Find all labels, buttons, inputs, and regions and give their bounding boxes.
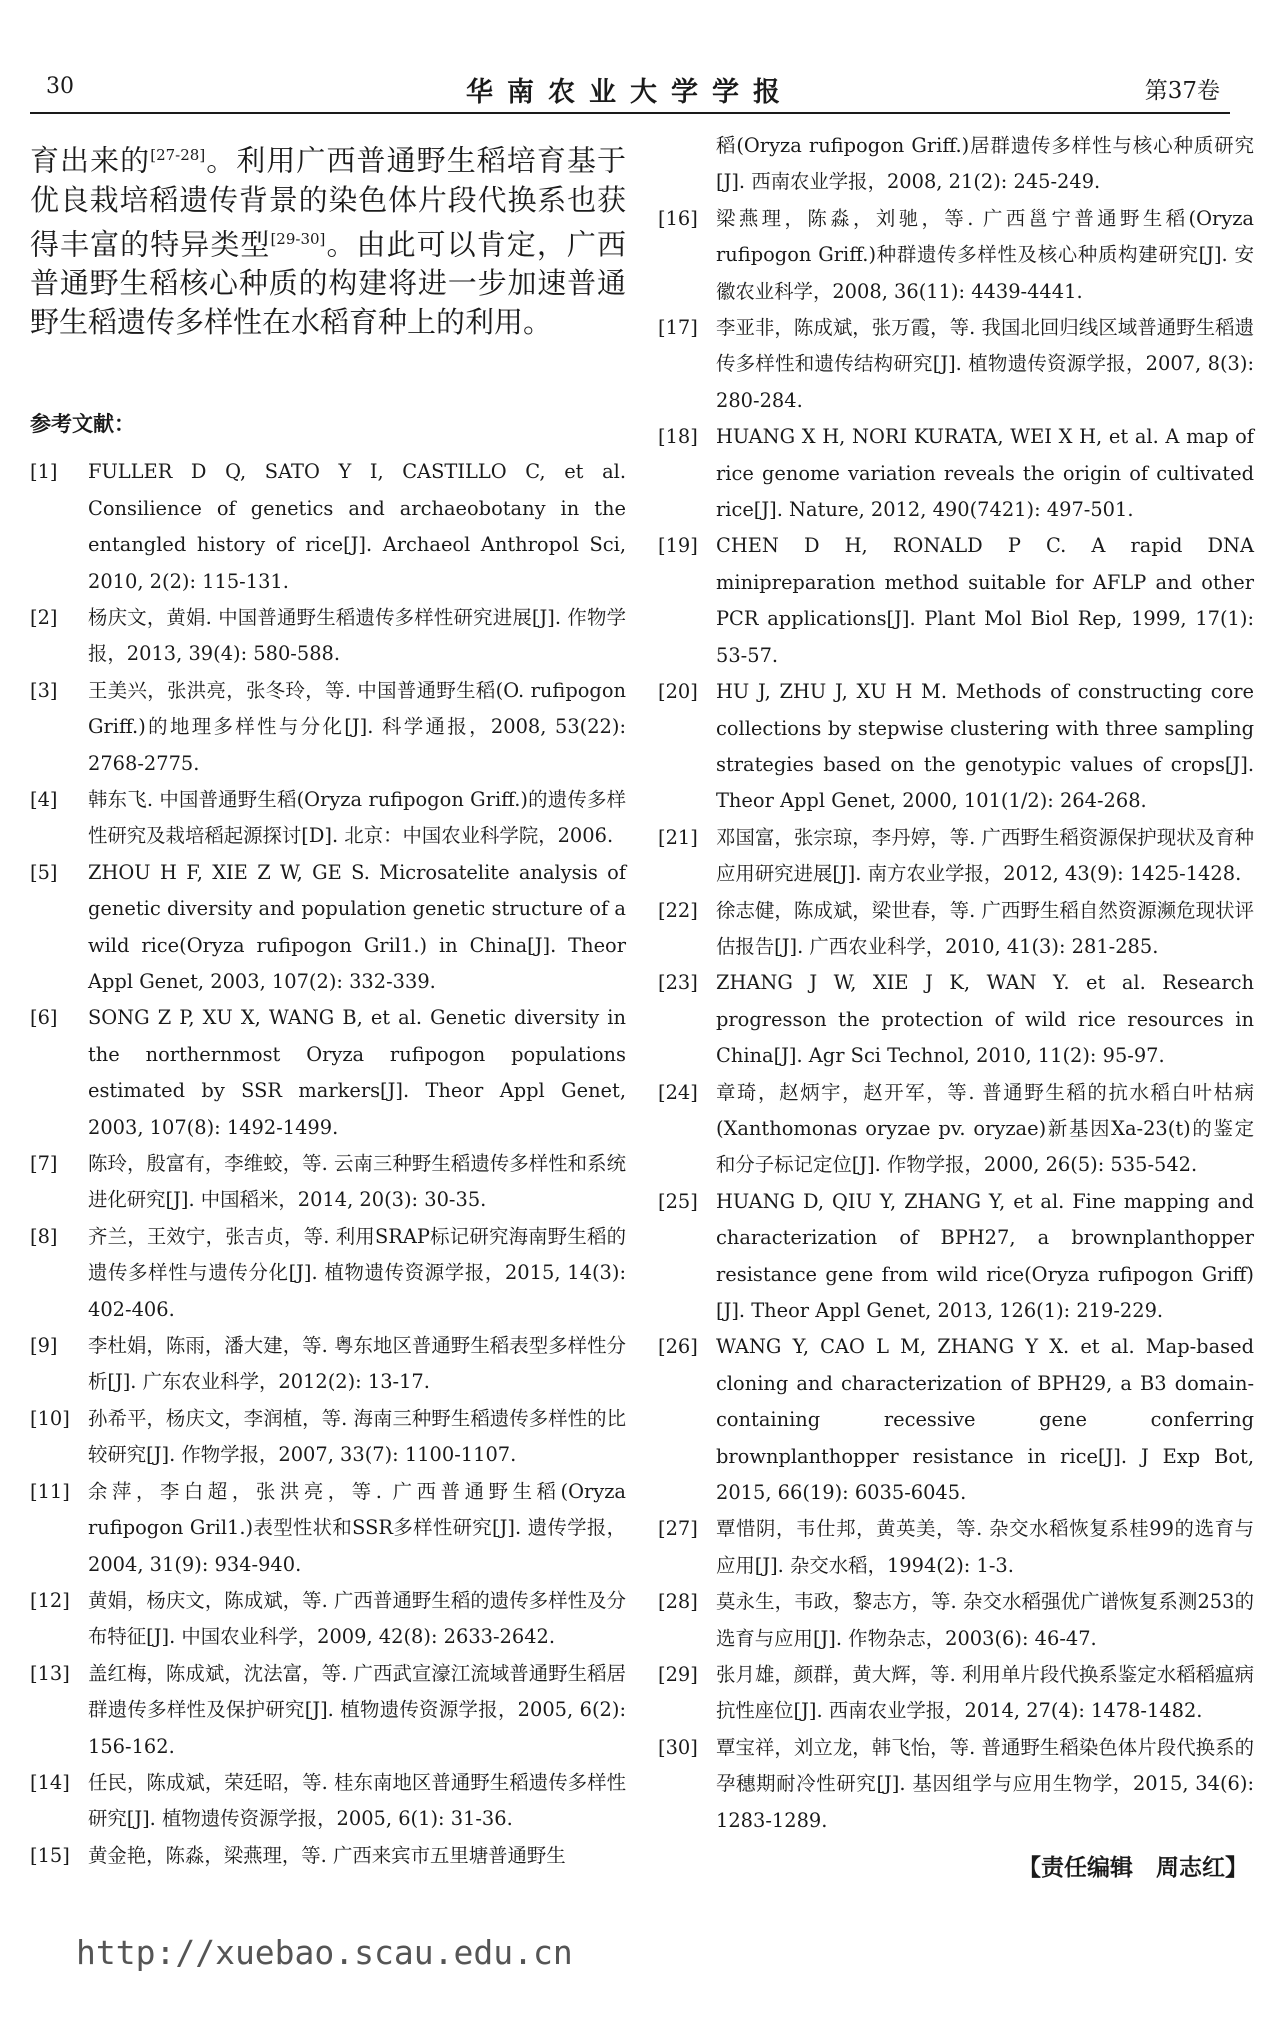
reference-item [658, 893, 1254, 966]
reference-number: [1] [30, 460, 58, 484]
reference-number: [2] [30, 605, 58, 629]
body-paragraph [30, 136, 626, 342]
right-column [658, 128, 1254, 1882]
reference-number: [11] [30, 1479, 70, 1503]
reference-number: [30] [658, 1735, 698, 1759]
reference-number: [23] [658, 971, 698, 995]
reference-number: [6] [30, 1006, 58, 1030]
reference-number: [9] [30, 1334, 58, 1358]
reference-text: 黄娟，杨庆文，陈成斌，等. 广西普通野生稻的遗传多样性及分布特征[J]. 中国农业科学，2009, 42(8): 2633-2642. [88, 1588, 626, 1649]
reference-text: 邓国富，张宗琼，李丹婷，等. 广西野生稻资源保护现状及育种应用研究进展[J]. 南方农业学报，2012, 43(9): 1425-1428. [716, 825, 1254, 886]
citation-29-30[interactable]: [29-30] [270, 229, 326, 248]
reference-number: [8] [30, 1224, 58, 1248]
reference-number: [27] [658, 1517, 698, 1541]
reference-number [658, 128, 716, 201]
reference-item [658, 419, 1254, 528]
body-text-part2: 。利用广西普通野生稻培育基于优良栽培稻遗传背景的染色体片段代换系也获得丰富的特异类型 [30, 143, 626, 262]
reference-item [658, 1329, 1254, 1511]
reference-item [658, 1184, 1254, 1330]
reference-text: HUANG X H, NORI KURATA, WEI X H, et al. A map of rice genome variation reveals the origin of cultivated rice[J]. Nature, 2012, 490(7421): 497-501. [716, 425, 1254, 522]
page-header [30, 66, 1230, 110]
reference-item [30, 1838, 626, 1874]
reference-text: 张月雄，颜群，黄大辉，等. 利用单片段代换系鉴定水稻稻瘟病抗性座位[J]. 西南农业学报，2014, 27(4): 1478-1482. [716, 1663, 1254, 1723]
reference-text: 李杜娟，陈雨，潘大建，等. 粤东地区普通野生稻表型多样性分析[J]. 广东农业科学，2012(2): 13-17. [88, 1334, 626, 1394]
reference-text: 齐兰，王效宁，张吉贞，等. 利用SRAP标记研究海南野生稻的遗传多样性与遗传分化[J]. 植物遗传资源学报，2015, 14(3): 402-406. [88, 1224, 626, 1321]
reference-item [30, 1219, 626, 1328]
reference-number: [24] [658, 1080, 698, 1104]
reference-item [30, 454, 626, 600]
reference-text: 盖红梅，陈成斌，沈法富，等. 广西武宣濠江流域普通野生稻居群遗传多样性及保护研究[J]. 植物遗传资源学报，2005, 6(2): 156-162. [88, 1661, 626, 1758]
reference-text: SONG Z P, XU X, WANG B, et al. Genetic diversity in the northernmost Oryza rufipogon populations estimated by SSR markers[J]. Theor Appl Genet, 2003, 107(8): 1492-1499. [88, 1006, 626, 1139]
reference-number: [7] [30, 1152, 58, 1176]
reference-number: [4] [30, 787, 58, 811]
reference-number: [22] [658, 898, 698, 922]
reference-item [658, 1511, 1254, 1584]
reference-text: 梁燕理，陈淼，刘驰，等. 广西邕宁普通野生稻(Oryza rufipogon Griff.)种群遗传多样性及核心种质构建研究[J]. 安徽农业科学，2008, 36(11): 4439-4441. [716, 206, 1254, 303]
reference-text: 陈玲，殷富有，李维蛟，等. 云南三种野生稻遗传多样性和系统进化研究[J]. 中国稻米，2014, 20(3): 30-35. [88, 1152, 626, 1212]
footer-url[interactable]: http://xuebao.scau.edu.cn [76, 1933, 573, 1972]
reference-text: ZHANG J W, XIE J K, WAN Y. et al. Research progresson the protection of wild rice resources in China[J]. Agr Sci Technol, 2010, 11(2): 95-97. [716, 971, 1254, 1068]
reference-item [30, 782, 626, 855]
body-text-part1: 育出来的 [30, 143, 151, 178]
reference-item [658, 1657, 1254, 1730]
reference-item [30, 855, 626, 1001]
reference-text: 覃宝祥，刘立龙，韩飞怡，等. 普通野生稻染色体片段代换系的孕穗期耐冷性研究[J]. 基因组学与应用生物学，2015, 34(6): 1283-1289. [716, 1735, 1254, 1832]
reference-list-left [30, 454, 626, 1874]
header-rule [30, 112, 1230, 114]
reference-number: [10] [30, 1406, 70, 1430]
reference-number: [25] [658, 1189, 698, 1213]
reference-text: ZHOU H F, XIE Z W, GE S. Microsatelite analysis of genetic diversity and population genetic structure of a wild rice(Oryza rufipogon Gril1.) in China[J]. Theor Appl Genet, 2003, 107(2): 332-339. [88, 860, 626, 993]
reference-item [30, 1474, 626, 1583]
reference-number: [20] [658, 680, 698, 704]
reference-text: 孙希平，杨庆文，李润植，等. 海南三种野生稻遗传多样性的比较研究[J]. 作物学报，2007, 33(7): 1100-1107. [88, 1406, 626, 1467]
reference-text: HUANG D, QIU Y, ZHANG Y, et al. Fine mapping and characterization of BPH27, a brownplanthopper resistance gene from wild rice(Oryza rufipogon Griff)[J]. Theor Appl Genet, 2013, 126(1): 219-229. [716, 1189, 1254, 1322]
reference-item [658, 820, 1254, 893]
reference-item [658, 528, 1254, 674]
left-column [30, 128, 626, 1874]
reference-item [658, 128, 1254, 201]
editor-note: 【责任编辑 周志红】 [1018, 1854, 1248, 1882]
reference-item [30, 600, 626, 673]
reference-number: [21] [658, 825, 698, 849]
reference-number: [28] [658, 1590, 698, 1614]
page-number: 30 [46, 74, 74, 99]
reference-text: FULLER D Q, SATO Y I, CASTILLO C, et al. Consilience of genetics and archaeobotany in the entangled history of rice[J]. Archaeol Anthropol Sci, 2010, 2(2): 115-131. [88, 460, 626, 593]
reference-text: 莫永生，韦政，黎志方，等. 杂交水稻强优广谱恢复系测253的选育与应用[J]. 作物杂志，2003(6): 46-47. [716, 1590, 1254, 1650]
reference-number: [14] [30, 1770, 70, 1794]
reference-number: [5] [30, 860, 58, 884]
reference-item [658, 1584, 1254, 1657]
reference-item [30, 1401, 626, 1474]
reference-item [30, 1328, 626, 1401]
reference-number: [18] [658, 425, 698, 449]
reference-text: 章琦，赵炳宇，赵开军，等. 普通野生稻的抗水稻白叶枯病(Xanthomonas oryzae pv. oryzae)新基因Xa-23(t)的鉴定和分子标记定位[J]. 作物学报，2000, 26(5): 535-542. [716, 1080, 1254, 1177]
reference-text: 任民，陈成斌，荣廷昭，等. 桂东南地区普通野生稻遗传多样性研究[J]. 植物遗传资源学报，2005, 6(1): 31-36. [88, 1770, 626, 1831]
reference-text: 徐志健，陈成斌，梁世春，等. 广西野生稻自然资源濒危现状评估报告[J]. 广西农业科学，2010, 41(3): 281-285. [716, 898, 1254, 958]
reference-item [30, 1146, 626, 1219]
reference-item [658, 1075, 1254, 1184]
reference-item [658, 674, 1254, 820]
reference-text: 余萍，李白超，张洪亮，等. 广西普通野生稻(Oryza rufipogon Gril1.)表型性状和SSR多样性研究[J]. 遗传学报，2004, 31(9): 934-940. [88, 1479, 626, 1576]
reference-item [658, 310, 1254, 419]
reference-text: 韩东飞. 中国普通野生稻(Oryza rufipogon Griff.)的遗传多样性研究及栽培稻起源探讨[D]. 北京：中国农业科学院，2006. [88, 787, 626, 848]
reference-item [30, 1583, 626, 1656]
reference-item [658, 965, 1254, 1074]
reference-text: WANG Y, CAO L M, ZHANG Y X. et al. Map-based cloning and characterization of BPH29, a B3 domain-containing recessive gene conferring brownplanthopper resistance in rice[J]. J Exp Bot, 2015, 66(19): 6035-6045. [716, 1335, 1254, 1505]
reference-number: [16] [658, 206, 698, 230]
reference-text: 稻(Oryza rufipogon Griff.)居群遗传多样性与核心种质研究[J]. 西南农业学报，2008, 21(2): 245-249. [716, 134, 1254, 194]
reference-text: 黄金艳，陈淼，梁燕理，等. 广西来宾市五里塘普通野生 [88, 1843, 566, 1867]
reference-number: [15] [30, 1843, 70, 1867]
reference-item [30, 1000, 626, 1146]
reference-item [30, 673, 626, 782]
reference-number: [3] [30, 678, 58, 702]
reference-item [658, 201, 1254, 310]
reference-item [30, 1656, 626, 1765]
reference-text: 覃惜阴，韦仕邦，黄英美，等. 杂交水稻恢复系桂99的选育与应用[J]. 杂交水稻，1994(2): 1-3. [716, 1517, 1254, 1577]
reference-number: [26] [658, 1335, 698, 1359]
reference-item [30, 1765, 626, 1838]
reference-text: CHEN D H, RONALD P C. A rapid DNA minipreparation method suitable for AFLP and other PCR applications[J]. Plant Mol Biol Rep, 1999, 17(1): 53-57. [716, 534, 1254, 667]
journal-title: 华南农业大学学报 [466, 77, 794, 108]
reference-list-right [658, 128, 1254, 1839]
reference-number: [29] [658, 1663, 698, 1687]
reference-text: HU J, ZHU J, XU H M. Methods of constructing core collections by stepwise clustering with three sampling strategies based on the genotypic values of crops[J]. Theor Appl Genet, 2000, 101(1/2): 264-268. [716, 680, 1254, 813]
citation-27-28[interactable]: [27-28] [150, 146, 206, 164]
body-text-part3: 。由此可以肯定，广西普通野生稻核心种质的构建将进一步加速普通野生稻遗传多样性在水稻育种上的利用。 [30, 227, 626, 340]
reference-number: [12] [30, 1588, 70, 1612]
reference-item [658, 1730, 1254, 1839]
reference-number: [19] [658, 534, 698, 558]
volume-label: 第37卷 [1144, 78, 1220, 104]
references-heading: 参考文献： [30, 411, 135, 437]
reference-text: 王美兴，张洪亮，张冬玲，等. 中国普通野生稻(O. rufipogon Griff.)的地理多样性与分化[J]. 科学通报，2008, 53(22): 2768-2775. [88, 678, 626, 775]
reference-text: 杨庆文，黄娟. 中国普通野生稻遗传多样性研究进展[J]. 作物学报，2013, 39(4): 580-588. [88, 605, 626, 666]
reference-number: [13] [30, 1661, 70, 1685]
reference-text: 李亚非，陈成斌，张万霞，等. 我国北回归线区域普通野生稻遗传多样性和遗传结构研究[J]. 植物遗传资源学报，2007, 8(3): 280-284. [716, 316, 1254, 412]
reference-number: [17] [658, 316, 698, 340]
